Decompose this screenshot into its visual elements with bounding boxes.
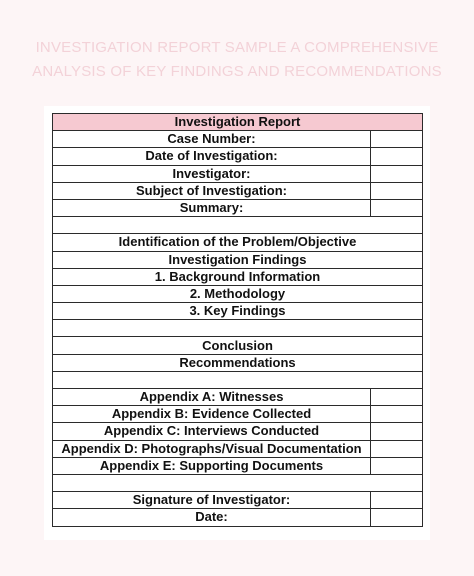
appendix-e-row xyxy=(53,457,423,474)
title-row xyxy=(53,114,423,131)
methodology-heading: 2. Methodology xyxy=(53,285,423,302)
appendix-b-row xyxy=(53,406,423,423)
conclusion-row xyxy=(53,337,423,354)
problem-objective-heading: Identification of the Problem/Objective xyxy=(53,234,423,251)
date-field[interactable] xyxy=(371,509,423,526)
blank-row xyxy=(53,217,423,234)
summary-field[interactable] xyxy=(371,199,423,216)
appendix-a-field[interactable] xyxy=(371,389,423,406)
methodology-row xyxy=(53,285,423,302)
blank-cell[interactable] xyxy=(53,217,423,234)
report-title: Investigation Report xyxy=(53,114,423,131)
investigator-field[interactable] xyxy=(371,165,423,182)
recommendations-row xyxy=(53,354,423,371)
appendix-d-field[interactable] xyxy=(371,440,423,457)
date-label: Date: xyxy=(53,509,371,526)
signature-label: Signature of Investigator: xyxy=(53,492,371,509)
header-line-2: ANALYSIS OF KEY FINDINGS AND RECOMMENDATIONS xyxy=(32,63,442,80)
recommendations-heading: Recommendations xyxy=(53,354,423,371)
summary-row xyxy=(53,199,423,216)
appendix-d-row xyxy=(53,440,423,457)
subject-field[interactable] xyxy=(371,182,423,199)
investigator-row xyxy=(53,165,423,182)
blank-row xyxy=(53,474,423,491)
date-of-investigation-label: Date of Investigation: xyxy=(53,148,371,165)
blank-cell[interactable] xyxy=(53,371,423,388)
appendix-e-field[interactable] xyxy=(371,457,423,474)
subject-label: Subject of Investigation: xyxy=(53,182,371,199)
case-number-label: Case Number: xyxy=(53,131,371,148)
appendix-a-row xyxy=(53,389,423,406)
blank-row xyxy=(53,320,423,337)
conclusion-heading: Conclusion xyxy=(53,337,423,354)
problem-objective-row xyxy=(53,234,423,251)
appendix-e-label: Appendix E: Supporting Documents xyxy=(53,457,371,474)
blank-cell[interactable] xyxy=(53,320,423,337)
header-line-1: INVESTIGATION REPORT SAMPLE A COMPREHENSIVE xyxy=(35,39,439,56)
appendix-b-label: Appendix B: Evidence Collected xyxy=(53,406,371,423)
blank-cell[interactable] xyxy=(53,474,423,491)
investigator-label: Investigator: xyxy=(53,165,371,182)
appendix-a-label: Appendix A: Witnesses xyxy=(53,389,371,406)
findings-row xyxy=(53,251,423,268)
appendix-d-label: Appendix D: Photographs/Visual Documentation xyxy=(53,440,371,457)
findings-heading: Investigation Findings xyxy=(53,251,423,268)
date-row xyxy=(53,509,423,526)
subject-row xyxy=(53,182,423,199)
appendix-c-field[interactable] xyxy=(371,423,423,440)
date-of-investigation-field[interactable] xyxy=(371,148,423,165)
blank-row xyxy=(53,371,423,388)
summary-label: Summary: xyxy=(53,199,371,216)
investigation-report-table xyxy=(52,113,423,527)
date-of-investigation-row xyxy=(53,148,423,165)
background-row xyxy=(53,268,423,285)
signature-field[interactable] xyxy=(371,492,423,509)
appendix-c-row xyxy=(53,423,423,440)
appendix-b-field[interactable] xyxy=(371,406,423,423)
signature-row xyxy=(53,492,423,509)
page-header xyxy=(0,36,474,84)
key-findings-heading: 3. Key Findings xyxy=(53,303,423,320)
appendix-c-label: Appendix C: Interviews Conducted xyxy=(53,423,371,440)
key-findings-row xyxy=(53,303,423,320)
background-heading: 1. Background Information xyxy=(53,268,423,285)
case-number-field[interactable] xyxy=(371,131,423,148)
case-number-row xyxy=(53,131,423,148)
